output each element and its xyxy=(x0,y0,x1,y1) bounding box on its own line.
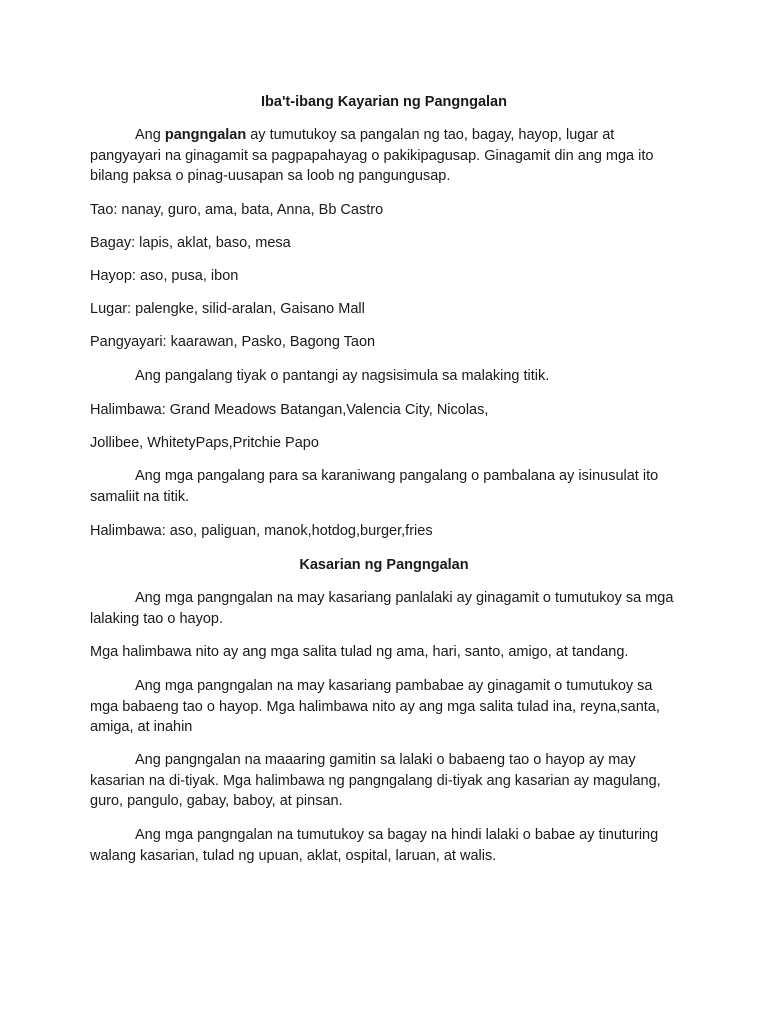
tiyak-halimbawa-line-1: Halimbawa: Grand Meadows Batangan,Valencia City, Nicolas, xyxy=(90,402,489,418)
example-lugar: Lugar: palengke, silid-aralan, Gaisano Mall xyxy=(90,301,365,317)
ditiyak-paragraph: Ang pangngalan na maaaring gamitin sa lalaki o babaeng tao o hayop ay may kasarian na di-tiyak. Mga halimbawa ng pangngalang di-tiyak ang kasarian ay magulang, guro, pangulo, gabay, baboy, at pinsan. xyxy=(90,752,661,809)
intro-rest: ay tumutukoy sa pangalan ng tao, bagay, hayop, lugar at pangyayari na ginagamit sa pagpapahayag o pakikipagusap. Ginagamit din ang mga ito bilang paksa o pinag-uusapan sa loob ng pangungusap. xyxy=(90,127,654,184)
pambabae-paragraph: Ang mga pangngalan na may kasariang pambabae ay ginagamit o tumutukoy sa mga babaeng tao o hayop. Mga halimbawa nito ay ang mga salita tulad ina, reyna,santa, amiga, at inahin xyxy=(90,678,660,735)
intro-paragraph xyxy=(90,125,678,187)
intro-lead: Ang xyxy=(135,127,165,143)
intro-bold-term: pangngalan xyxy=(164,127,247,143)
kasarian-heading: Kasarian ng Pangngalan xyxy=(299,557,469,573)
panlalaki-paragraph: Ang mga pangngalan na may kasariang panlalaki ay ginagamit o tumutukoy sa mga lalaking tao o hayop. xyxy=(90,590,674,627)
example-hayop: Hayop: aso, pusa, ibon xyxy=(90,268,239,284)
pambalana-paragraph: Ang mga pangalang para sa karaniwang pangalang o pambalana ay isinusulat ito samaliit na titik. xyxy=(90,468,659,505)
pambalana-halimbawa: Halimbawa: aso, paliguan, manok,hotdog,burger,fries xyxy=(90,523,433,539)
document-title: Iba't-ibang Kayarian ng Pangngalan xyxy=(261,94,507,110)
tiyak-paragraph: Ang pangalang tiyak o pantangi ay nagsisimula sa malaking titik. xyxy=(135,368,550,384)
example-tao: Tao: nanay, guro, ama, bata, Anna, Bb Castro xyxy=(90,202,384,218)
panlalaki-halimbawa: Mga halimbawa nito ay ang mga salita tulad ng ama, hari, santo, amigo, at tandang. xyxy=(90,644,629,660)
tiyak-halimbawa-line-2: Jollibee, WhitetyPaps,Pritchie Papo xyxy=(90,435,319,451)
example-bagay: Bagay: lapis, aklat, baso, mesa xyxy=(90,235,291,251)
example-pangyayari: Pangyayari: kaarawan, Pasko, Bagong Taon xyxy=(90,334,376,350)
walang-kasarian-paragraph: Ang mga pangngalan na tumutukoy sa bagay na hindi lalaki o babae ay tinuturing walang kasarian, tulad ng upuan, aklat, ospital, laruan, at walis. xyxy=(90,827,659,864)
